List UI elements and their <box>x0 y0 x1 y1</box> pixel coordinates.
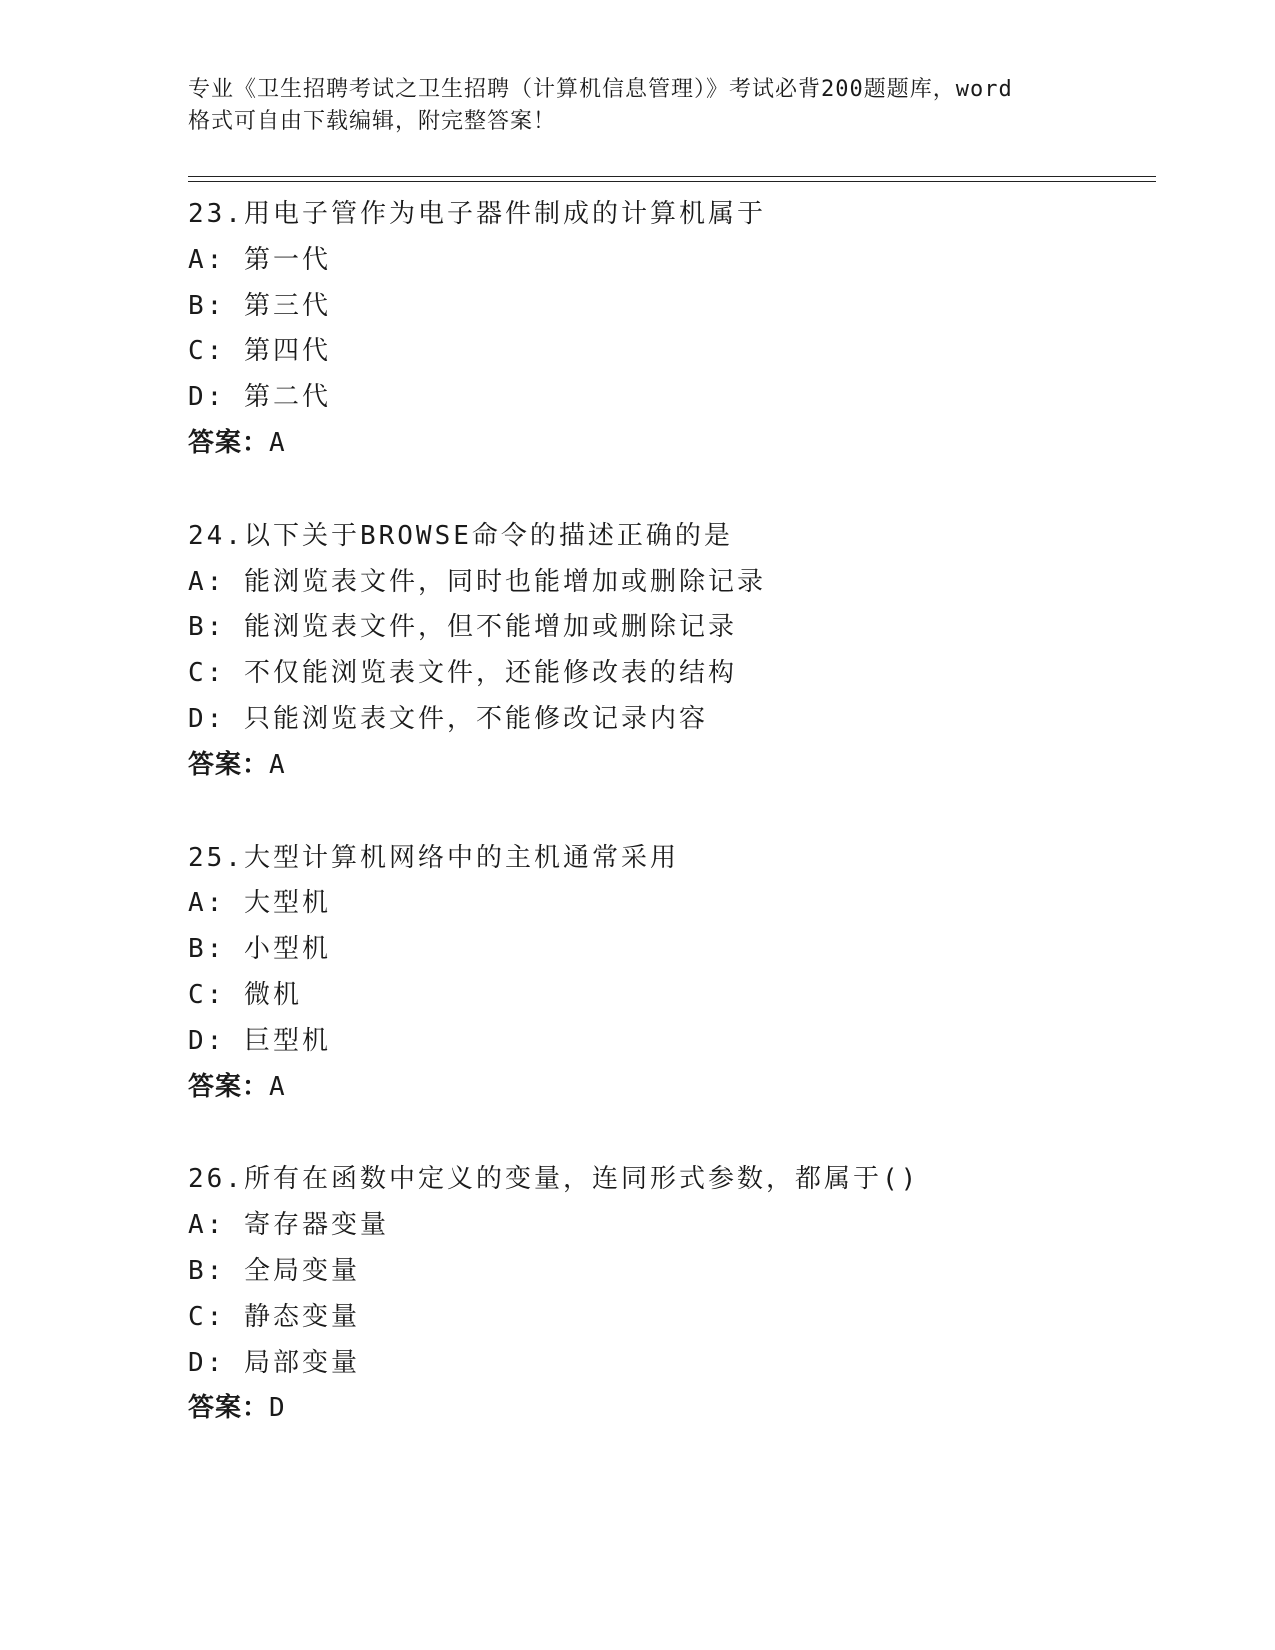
option-b: B: 能浏览表文件，但不能增加或删除记录 <box>188 612 737 643</box>
option-a: A: 寄存器变量 <box>188 1210 389 1241</box>
option-d: D: 只能浏览表文件，不能修改记录内容 <box>188 703 708 734</box>
option-d: D: 局部变量 <box>188 1347 360 1378</box>
document-header <box>188 74 1088 138</box>
answer-label: 答案： <box>188 427 270 458</box>
option-a: A: 第一代 <box>188 244 331 275</box>
answer-value: D <box>269 1393 286 1424</box>
answer-value: A <box>269 427 286 458</box>
answer-row <box>188 1065 1156 1111</box>
header-line-2: 格式可自由下载编辑，附完整答案！ <box>188 109 557 134</box>
answer-row <box>188 421 1156 467</box>
option-d: D: 巨型机 <box>188 1025 331 1056</box>
header-divider-top <box>188 176 1156 177</box>
question-26 <box>188 1157 1156 1432</box>
answer-label: 答案： <box>188 1071 270 1102</box>
answer-value: A <box>269 1071 286 1102</box>
option-a: A: 能浏览表文件，同时也能增加或删除记录 <box>188 566 766 597</box>
header-divider-bottom <box>188 181 1156 182</box>
option-d: D: 第二代 <box>188 382 331 413</box>
option-a: A: 大型机 <box>188 888 331 919</box>
question-25 <box>188 836 1156 1111</box>
option-b: B: 小型机 <box>188 934 331 965</box>
question-stem: 24.以下关于BROWSE命令的描述正确的是 <box>188 520 733 551</box>
option-b: B: 全局变量 <box>188 1255 360 1286</box>
answer-row <box>188 743 1156 789</box>
question-list <box>188 192 1156 1479</box>
answer-row <box>188 1386 1156 1432</box>
option-c: C: 不仅能浏览表文件，还能修改表的结构 <box>188 658 737 689</box>
answer-value: A <box>269 749 286 780</box>
option-c: C: 第四代 <box>188 336 331 367</box>
question-stem: 26.所有在函数中定义的变量，连同形式参数，都属于() <box>188 1164 920 1195</box>
answer-label: 答案： <box>188 749 270 780</box>
option-c: C: 微机 <box>188 979 302 1010</box>
question-24 <box>188 514 1156 789</box>
question-stem: 23.用电子管作为电子器件制成的计算机属于 <box>188 199 766 229</box>
header-line-1: 专业《卫生招聘考试之卫生招聘（计算机信息管理）》考试必背200题题库，word <box>188 77 1013 102</box>
option-b: B: 第三代 <box>188 290 331 321</box>
question-23 <box>188 192 1156 467</box>
question-stem: 25.大型计算机网络中的主机通常采用 <box>188 842 679 873</box>
answer-label: 答案： <box>188 1393 270 1424</box>
option-c: C: 静态变量 <box>188 1301 360 1332</box>
